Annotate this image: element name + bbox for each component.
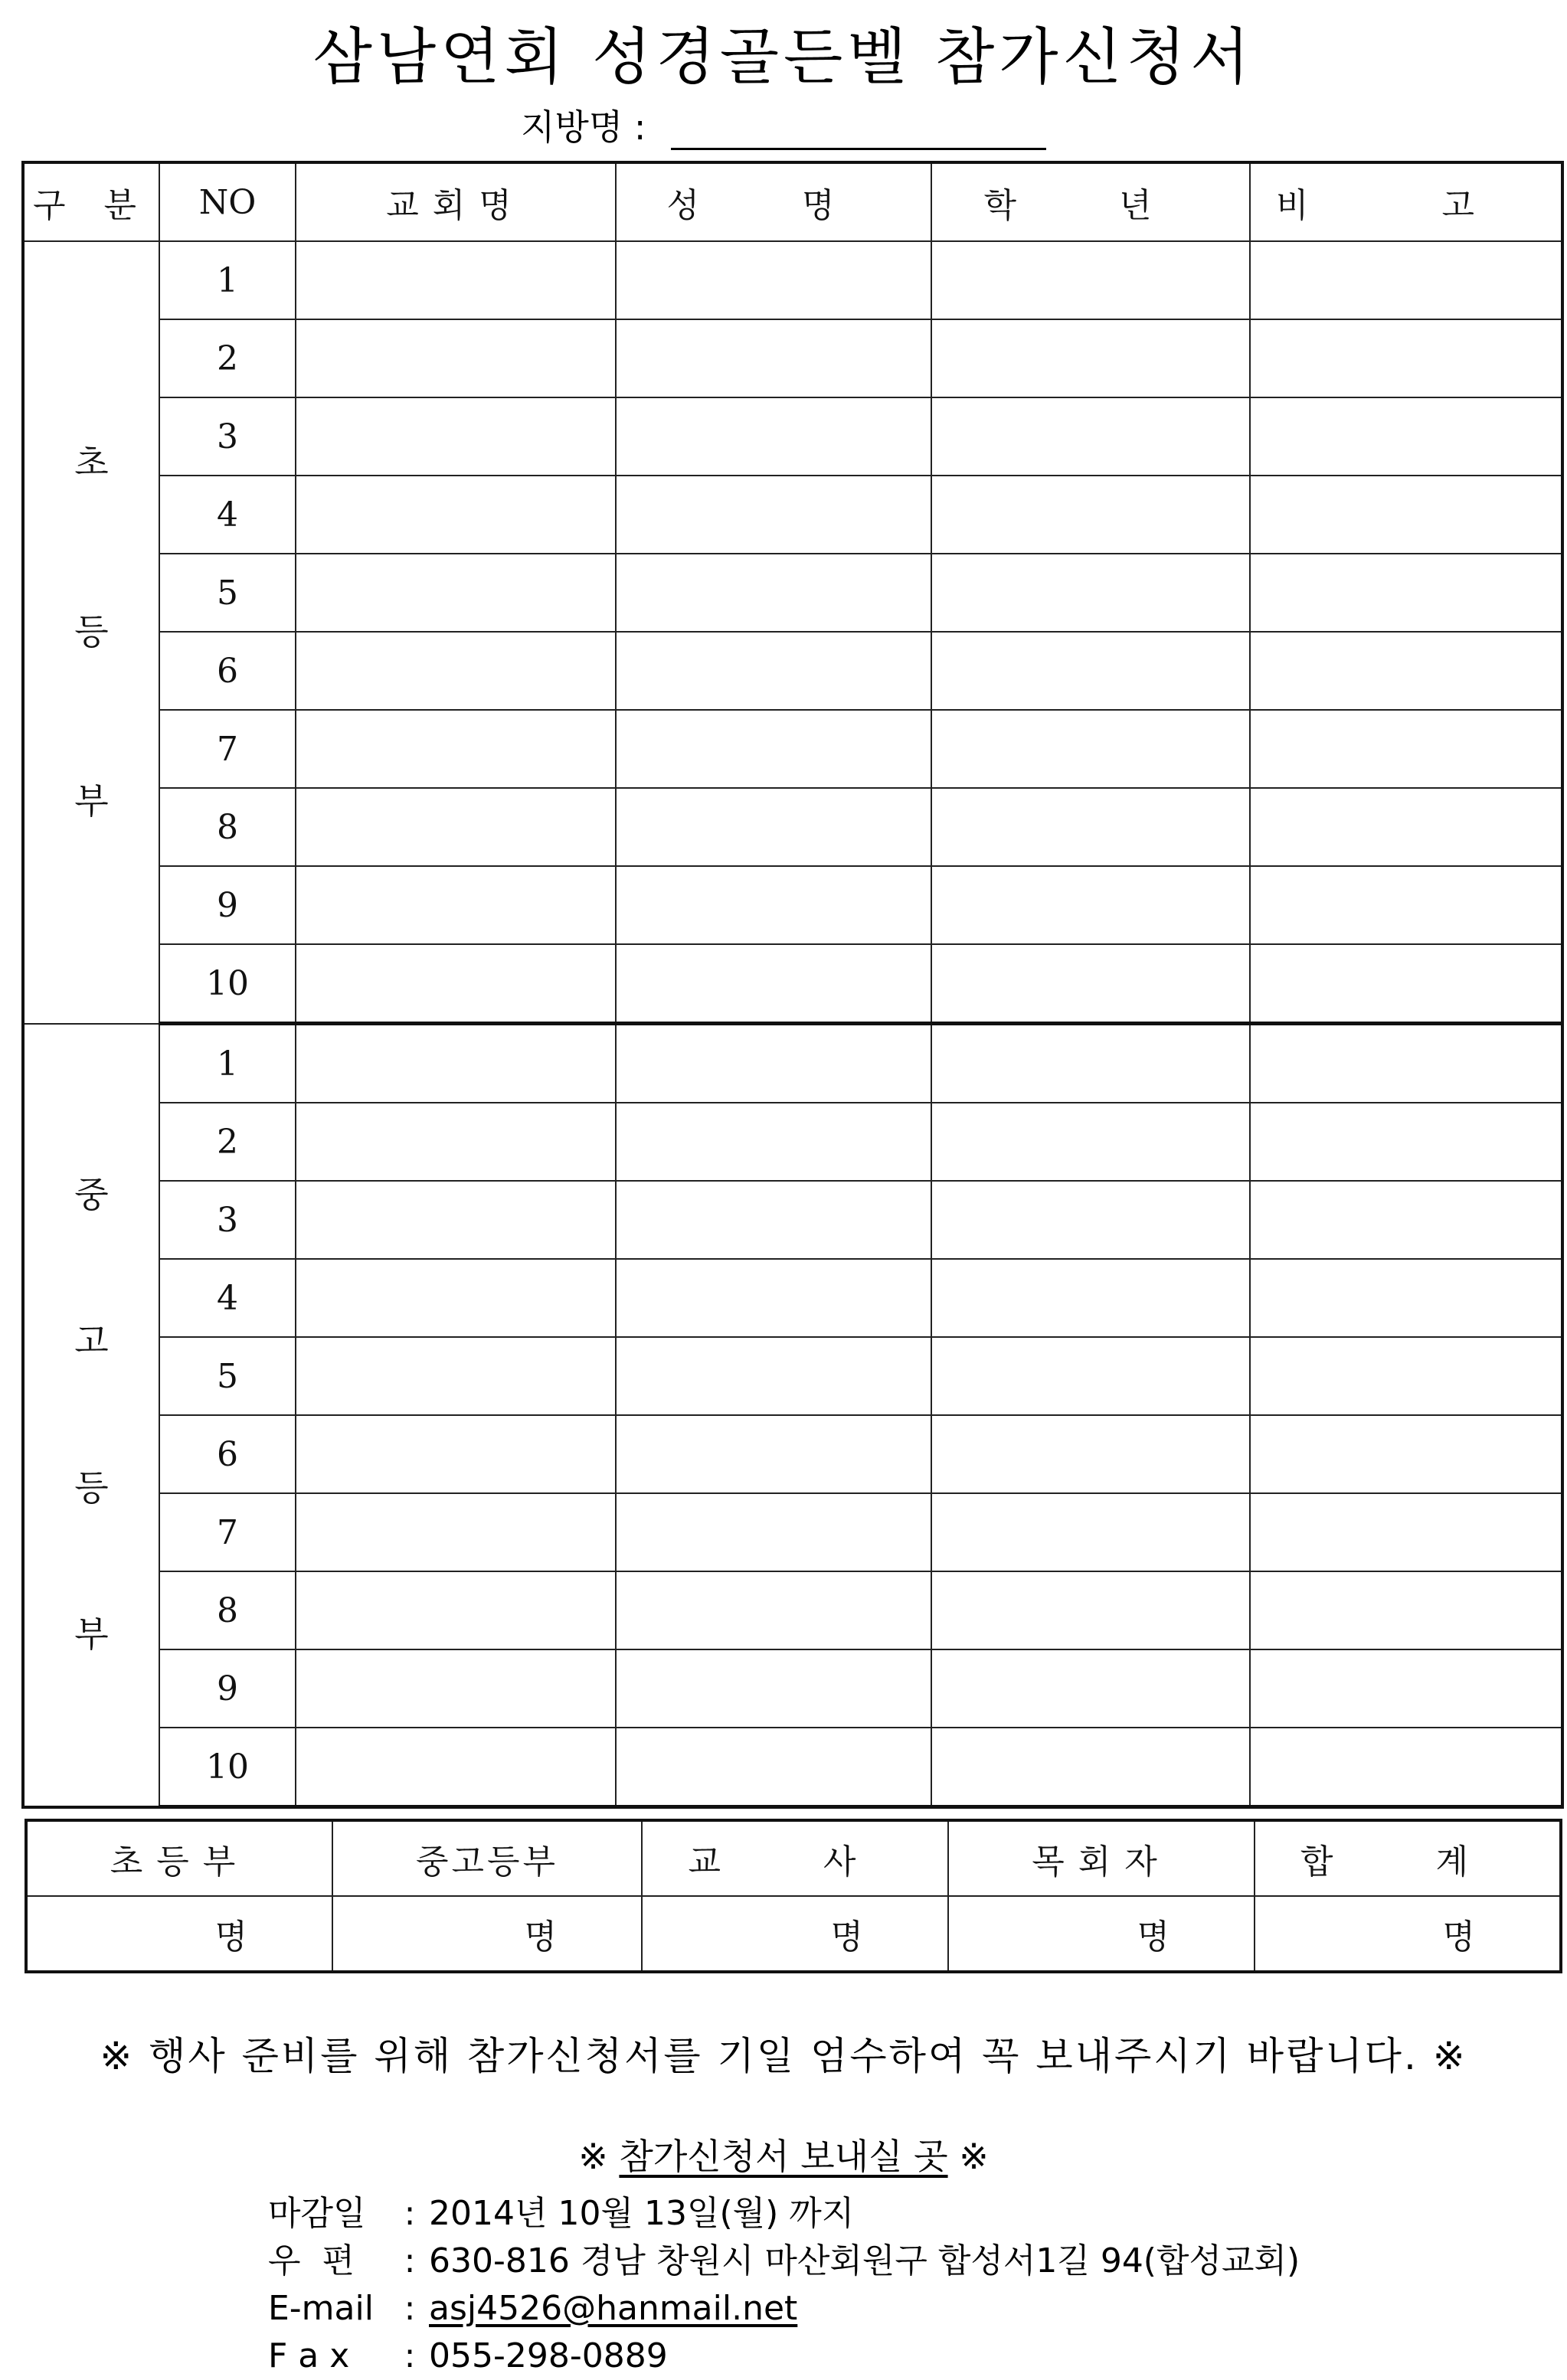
church-cell[interactable] xyxy=(296,1415,616,1493)
name-cell[interactable] xyxy=(616,866,931,944)
church-cell[interactable] xyxy=(296,1103,616,1181)
church-cell[interactable] xyxy=(296,397,616,476)
remarks-cell[interactable] xyxy=(1250,476,1562,554)
grade-cell[interactable] xyxy=(931,944,1250,1024)
reference-mark-left: ※ xyxy=(578,2136,608,2177)
grade-cell[interactable] xyxy=(931,788,1250,866)
table-row xyxy=(23,1649,1562,1728)
row-number: 3 xyxy=(159,1181,296,1259)
grade-cell[interactable] xyxy=(931,1649,1250,1728)
header-grade: 학 년 xyxy=(931,162,1250,241)
row-number: 8 xyxy=(159,788,296,866)
table-row xyxy=(23,866,1562,944)
group-label-char: 부 xyxy=(74,1613,109,1655)
separator: : xyxy=(404,2336,416,2375)
name-cell[interactable] xyxy=(616,1103,931,1181)
church-cell[interactable] xyxy=(296,1649,616,1728)
fax-row xyxy=(268,2333,1300,2380)
row-number: 5 xyxy=(159,554,296,632)
row-number: 10 xyxy=(159,944,296,1024)
name-cell[interactable] xyxy=(616,476,931,554)
name-cell[interactable] xyxy=(616,1571,931,1649)
row-number: 9 xyxy=(159,1649,296,1728)
grade-cell[interactable] xyxy=(931,554,1250,632)
name-cell[interactable] xyxy=(616,241,931,319)
remarks-cell[interactable] xyxy=(1250,866,1562,944)
summary-count-row xyxy=(26,1896,1561,1972)
remarks-cell[interactable] xyxy=(1250,1728,1562,1807)
name-cell[interactable] xyxy=(616,319,931,397)
grade-cell[interactable] xyxy=(931,476,1250,554)
church-cell[interactable] xyxy=(296,944,616,1024)
table-row xyxy=(23,397,1562,476)
summary-table xyxy=(25,1819,1562,1973)
deadline-value: 2014년 10월 13일(월) 까지 xyxy=(429,2194,855,2233)
name-cell[interactable] xyxy=(616,1259,931,1337)
table-row xyxy=(23,944,1562,1024)
row-number: 6 xyxy=(159,1415,296,1493)
church-cell[interactable] xyxy=(296,632,616,710)
remarks-cell[interactable] xyxy=(1250,1649,1562,1728)
summary-header-secondary: 중고등부 xyxy=(332,1820,642,1896)
remarks-cell[interactable] xyxy=(1250,1024,1562,1103)
name-cell[interactable] xyxy=(616,1728,931,1807)
send-to-heading xyxy=(0,2129,1567,2179)
remarks-cell[interactable] xyxy=(1250,319,1562,397)
church-cell[interactable] xyxy=(296,1571,616,1649)
name-cell[interactable] xyxy=(616,788,931,866)
church-cell[interactable] xyxy=(296,866,616,944)
name-cell[interactable] xyxy=(616,1181,931,1259)
table-row xyxy=(23,1415,1562,1493)
name-cell[interactable] xyxy=(616,1649,931,1728)
church-cell[interactable] xyxy=(296,1728,616,1807)
header-category: 구 분 xyxy=(23,162,159,241)
grade-cell[interactable] xyxy=(931,1571,1250,1649)
row-number: 5 xyxy=(159,1337,296,1415)
remarks-cell[interactable] xyxy=(1250,397,1562,476)
table-row xyxy=(23,1337,1562,1415)
remarks-cell[interactable] xyxy=(1250,632,1562,710)
grade-cell[interactable] xyxy=(931,1259,1250,1337)
table-row xyxy=(23,1103,1562,1181)
table-row xyxy=(23,632,1562,710)
count-secondary[interactable]: 명 xyxy=(332,1896,642,1972)
contact-info xyxy=(268,2190,1300,2380)
group-label-char: 등 xyxy=(74,611,109,653)
remarks-cell[interactable] xyxy=(1250,944,1562,1024)
summary-header-teacher: 교 사 xyxy=(642,1820,948,1896)
grade-cell[interactable] xyxy=(931,319,1250,397)
table-row xyxy=(23,710,1562,788)
row-number: 7 xyxy=(159,710,296,788)
summary-header-pastor: 목회자 xyxy=(948,1820,1255,1896)
postal-value: 630-816 경남 창원시 마산회원구 합성서1길 94(합성교회) xyxy=(429,2241,1300,2280)
name-cell[interactable] xyxy=(616,1337,931,1415)
header-name: 성 명 xyxy=(616,162,931,241)
church-cell[interactable] xyxy=(296,710,616,788)
church-cell[interactable] xyxy=(296,1024,616,1103)
participant-table-header xyxy=(23,162,1562,241)
count-elementary[interactable]: 명 xyxy=(26,1896,332,1972)
postal-label: 우 편 xyxy=(268,2241,355,2280)
row-number: 10 xyxy=(159,1728,296,1807)
grade-cell[interactable] xyxy=(931,632,1250,710)
table-row xyxy=(23,788,1562,866)
grade-cell[interactable] xyxy=(931,1181,1250,1259)
table-row xyxy=(23,1259,1562,1337)
row-number: 2 xyxy=(159,1103,296,1181)
email-link[interactable]: asj4526@hanmail.net xyxy=(429,2289,798,2328)
church-cell[interactable] xyxy=(296,319,616,397)
separator: : xyxy=(404,2289,416,2328)
remarks-cell[interactable] xyxy=(1250,1259,1562,1337)
row-number: 8 xyxy=(159,1571,296,1649)
name-cell[interactable] xyxy=(616,632,931,710)
name-cell[interactable] xyxy=(616,554,931,632)
grade-cell[interactable] xyxy=(931,1493,1250,1571)
deadline-label: 마감일 xyxy=(268,2194,366,2233)
table-row xyxy=(23,1493,1562,1571)
remarks-cell[interactable] xyxy=(1250,554,1562,632)
table-row xyxy=(23,476,1562,554)
postal-row xyxy=(268,2238,1300,2285)
group-label-char: 초 xyxy=(74,441,109,483)
grade-cell[interactable] xyxy=(931,710,1250,788)
row-number: 3 xyxy=(159,397,296,476)
table-row xyxy=(23,554,1562,632)
send-to-title: 참가신청서 보내실 곳 xyxy=(619,2136,948,2177)
grade-cell[interactable] xyxy=(931,397,1250,476)
remarks-cell[interactable] xyxy=(1250,788,1562,866)
row-number: 2 xyxy=(159,319,296,397)
name-cell[interactable] xyxy=(616,397,931,476)
summary-header-total: 합 계 xyxy=(1255,1820,1561,1896)
grade-cell[interactable] xyxy=(931,241,1250,319)
table-row xyxy=(23,1181,1562,1259)
grade-cell[interactable] xyxy=(931,1103,1250,1181)
remarks-cell[interactable] xyxy=(1250,1493,1562,1571)
district-field xyxy=(521,100,1046,150)
summary-header-elementary: 초등부 xyxy=(26,1820,332,1896)
fax-label: F a x xyxy=(268,2336,350,2375)
deadline-row xyxy=(268,2190,1300,2238)
name-cell[interactable] xyxy=(616,944,931,1024)
form-title: 삼남연회 성경골든벨 참가신청서 xyxy=(312,21,1255,93)
group-label-secondary xyxy=(23,1024,159,1807)
name-cell[interactable] xyxy=(616,710,931,788)
table-row xyxy=(23,1024,1562,1103)
group-label-char: 고 xyxy=(74,1320,109,1362)
grade-cell[interactable] xyxy=(931,866,1250,944)
district-label: 지방명 : xyxy=(521,106,646,148)
row-number: 6 xyxy=(159,632,296,710)
church-cell[interactable] xyxy=(296,1337,616,1415)
count-total[interactable]: 명 xyxy=(1255,1896,1561,1972)
row-number: 9 xyxy=(159,866,296,944)
summary-header-row xyxy=(26,1820,1561,1896)
group-label-char: 부 xyxy=(74,780,109,822)
grade-cell[interactable] xyxy=(931,1337,1250,1415)
participant-table xyxy=(21,161,1564,1809)
remarks-cell[interactable] xyxy=(1250,1415,1562,1493)
remarks-cell[interactable] xyxy=(1250,1103,1562,1181)
church-cell[interactable] xyxy=(296,1259,616,1337)
header-remarks: 비 고 xyxy=(1250,162,1562,241)
group-label-char: 중 xyxy=(74,1174,109,1216)
grade-cell[interactable] xyxy=(931,1415,1250,1493)
grade-cell[interactable] xyxy=(931,1024,1250,1103)
district-input-line[interactable] xyxy=(671,114,1046,150)
church-cell[interactable] xyxy=(296,241,616,319)
row-number: 7 xyxy=(159,1493,296,1571)
church-cell[interactable] xyxy=(296,476,616,554)
grade-cell[interactable] xyxy=(931,1728,1250,1807)
table-row xyxy=(23,1571,1562,1649)
header-church: 교회명 xyxy=(296,162,616,241)
church-cell[interactable] xyxy=(296,1493,616,1571)
table-row xyxy=(23,1728,1562,1807)
row-number: 1 xyxy=(159,1024,296,1103)
remarks-cell[interactable] xyxy=(1250,1337,1562,1415)
reference-mark-right: ※ xyxy=(959,2136,989,2177)
table-row xyxy=(23,319,1562,397)
name-cell[interactable] xyxy=(616,1024,931,1103)
group-label-elementary xyxy=(23,241,159,1024)
remarks-cell[interactable] xyxy=(1250,241,1562,319)
email-row xyxy=(268,2285,1300,2333)
row-number: 4 xyxy=(159,1259,296,1337)
deadline-notice: ※ 행사 준비를 위해 참가신청서를 기일 엄수하여 꼭 보내주시기 바랍니다. ※ xyxy=(100,2034,1467,2078)
remarks-cell[interactable] xyxy=(1250,1571,1562,1649)
name-cell[interactable] xyxy=(616,1415,931,1493)
remarks-cell[interactable] xyxy=(1250,710,1562,788)
row-number: 4 xyxy=(159,476,296,554)
fax-value: 055-298-0889 xyxy=(429,2336,668,2375)
header-no: NO xyxy=(159,162,296,241)
count-teacher[interactable]: 명 xyxy=(642,1896,948,1972)
church-cell[interactable] xyxy=(296,788,616,866)
church-cell[interactable] xyxy=(296,1181,616,1259)
row-number: 1 xyxy=(159,241,296,319)
group-label-char: 등 xyxy=(74,1466,109,1509)
name-cell[interactable] xyxy=(616,1493,931,1571)
separator: : xyxy=(404,2194,416,2233)
church-cell[interactable] xyxy=(296,554,616,632)
email-label: E-mail xyxy=(268,2289,374,2328)
remarks-cell[interactable] xyxy=(1250,1181,1562,1259)
count-pastor[interactable]: 명 xyxy=(948,1896,1255,1972)
separator: : xyxy=(404,2241,416,2280)
table-row xyxy=(23,241,1562,319)
